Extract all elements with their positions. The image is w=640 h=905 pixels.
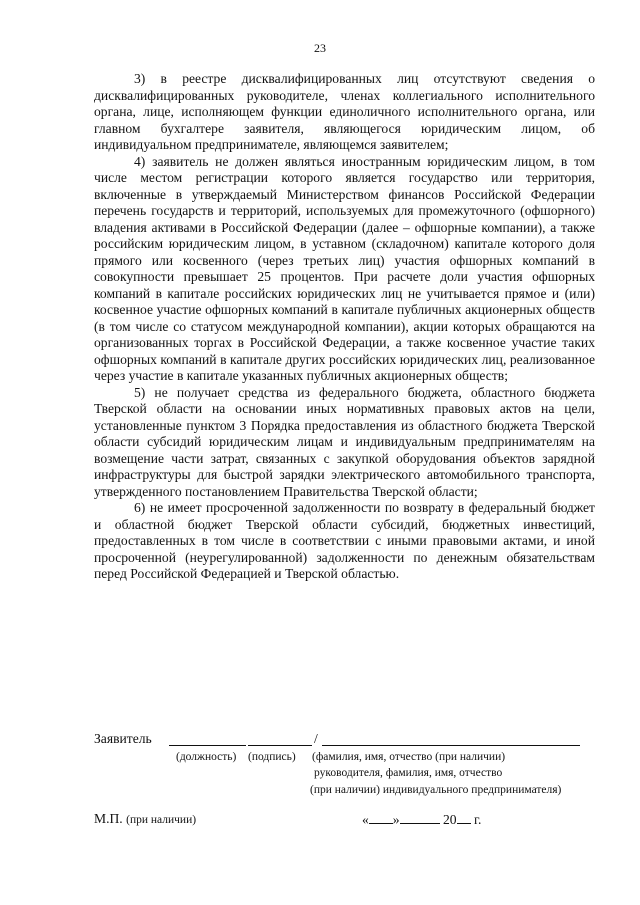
body-text <box>94 71 595 583</box>
stamp-mp-text: М.П. <box>94 811 123 826</box>
full-name-line <box>322 730 580 746</box>
date-day-line <box>369 810 393 824</box>
paragraph-item-3: 3) в реестре дисквалифицированных лиц отсутствуют сведения о дисквалифицированных руководителе, членах коллегиального исполнительного органа, лице, исполняющем функции единоличного исполнительного органа, или главном бухгалтере заявителя, являющегося юридическим лицом, об индивидуальном предпринимателе, являющемся заявителем; <box>94 71 595 152</box>
slash-separator: / <box>314 731 318 746</box>
caption-position: (должность) <box>176 751 237 763</box>
applicant-label: Заявитель <box>94 731 152 746</box>
page-number: 23 <box>314 41 326 55</box>
paragraph-item-5: 5) не получает средства из федерального бюджета, областного бюджета Тверской области на основании иных нормативных правовых актов на цели, установленные пунктом 3 Порядка предоставления из областного бюджета Тверской области субсидий юридическим лицам и индивидуальным предпринимателям на возмещение части затрат, связанных с закупкой оборудования объектов зарядной инфраструктуры для быстрой зарядки электрического автомобильного транспорта, утвержденного постановлением Правительства Тверской области; <box>94 384 595 499</box>
caption-entrepreneur: (при наличии) индивидуального предпринимателя) <box>310 784 562 796</box>
paragraph-item-6: 6) не имеет просроченной задолженности по возврату в федеральный бюджет и областной бюджет Тверской области субсидий, бюджетных инвестиций, предоставленных в том числе в соответствии с иными правовыми актами, и иной просроченной (неурегулированной) задолженности по денежным обязательствам перед Российской Федерацией и Тверской областью. <box>94 500 595 581</box>
stamp-row <box>94 810 595 828</box>
position-line <box>169 730 246 746</box>
signature-line <box>248 730 312 746</box>
signature-block <box>94 730 595 796</box>
date-field <box>362 810 481 829</box>
date-close-quote: » <box>392 812 400 827</box>
date-suffix: г. <box>474 812 482 827</box>
signature-row <box>94 730 595 748</box>
caption-signature: (подпись) <box>248 751 296 763</box>
paragraph-item-4: 4) заявитель не должен являться иностранным юридическим лицом, в том числе местом регистрации которого является государство или территория, включенные в утверждаемый Министерством финансов Российской Федерации перечень государств и территорий, используемых для промежуточного (офшорного) владения активами в Российской Федерации (далее – офшорные компании), а также российским юридическим лицом, в уставном (складочном) капитале которого доля прямого или косвенного (через третьих лиц) участия офшорных компаний в совокупности превышает 25 процентов. При расчете доли участия офшорных компаний в капитале российских юридических лиц не учитывается прямое и (или) косвенное участие офшорных компаний в капитале публичных акционерных обществ (в том числе со статусом международной компании), акции которых обращаются на организованных торгах в Российской Федерации, а также косвенное участие таких офшорных компаний в капитале других российских юридических лиц, реализованное через участие в капитале указанных публичных акционерных обществ; <box>94 153 595 383</box>
date-year-line <box>457 810 471 824</box>
stamp-label <box>94 810 196 829</box>
date-year-prefix: 20 <box>443 812 457 827</box>
caption-full-name: (фамилия, имя, отчество (при наличии) <box>312 751 506 763</box>
date-month-line <box>400 810 440 824</box>
stamp-note: (при наличии) <box>126 814 197 826</box>
date-open-quote: « <box>362 812 369 827</box>
caption-head-name: руководителя, фамилия, имя, отчество <box>314 767 503 779</box>
